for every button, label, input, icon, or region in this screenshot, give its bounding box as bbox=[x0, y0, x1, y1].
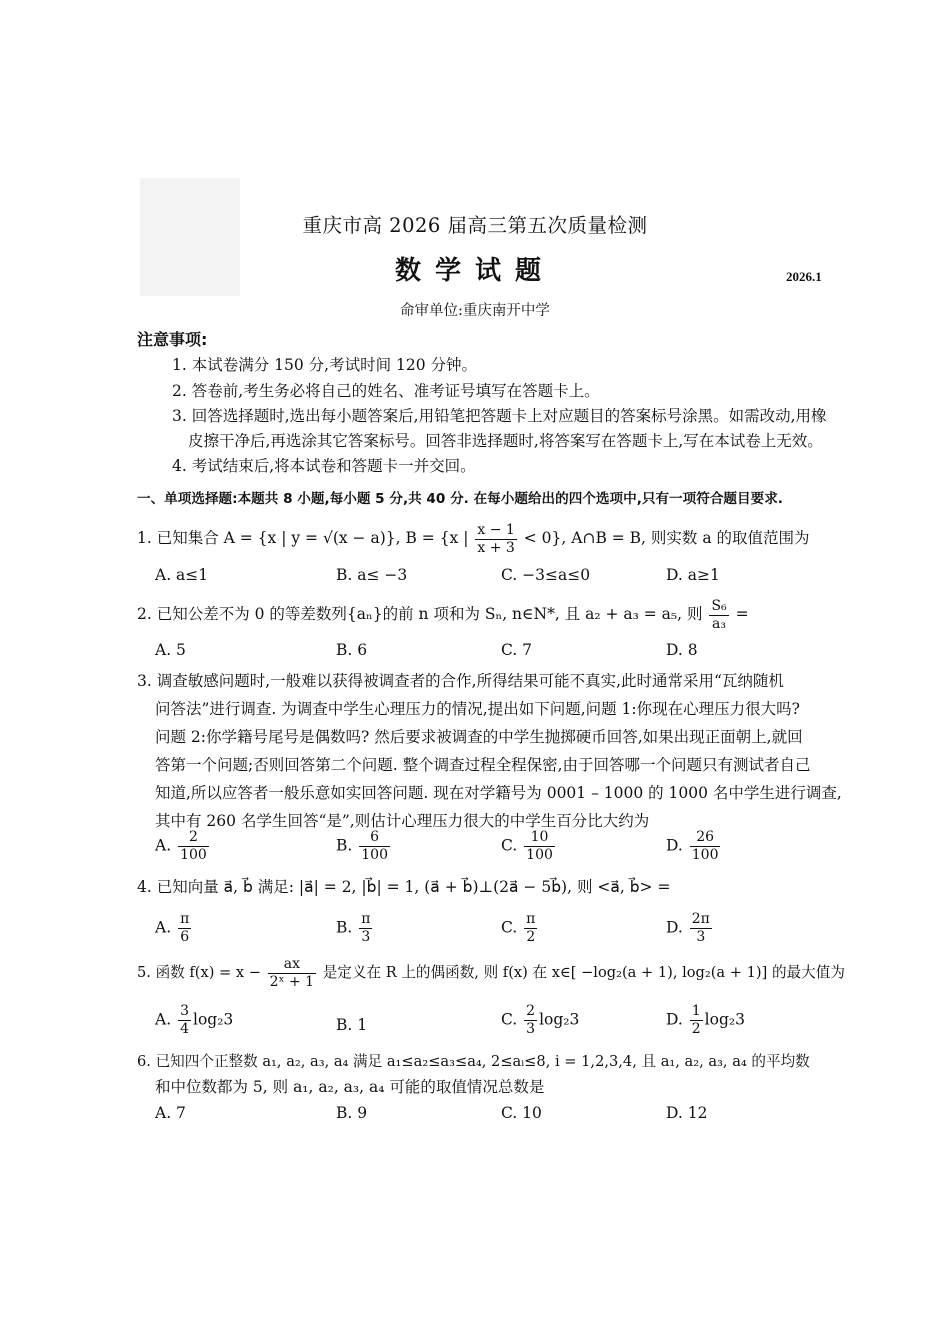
q3-option-c: C. $\frac{10}{100}$ bbox=[501, 829, 553, 863]
question-3-line: 其中有 260 名学生回答“是”,则估计心理压力很大的中学生百分比大约为 bbox=[155, 812, 650, 830]
q1-text-post: < 0}, A∩B = B, 则实数 a 的取值范围为 bbox=[523, 529, 810, 547]
q3-option-a: A. $\frac{2}{100}$ bbox=[155, 829, 207, 863]
q5-text-pre: 5. 函数 f(x) = x − bbox=[137, 964, 262, 981]
notice-item: 2. 答卷前,考生务必将自己的姓名、准考证号填写在答题卡上。 bbox=[172, 382, 600, 400]
q2-option-c: C. 7 bbox=[501, 641, 533, 659]
q1-frac-num: x − 1 bbox=[477, 521, 515, 538]
q1-option-a: A. a≤1 bbox=[155, 566, 209, 584]
q1-option-d: D. a≥1 bbox=[666, 566, 720, 584]
q5-option-c: C. $\frac{2}{3}$ log₂3 bbox=[501, 1003, 580, 1037]
q4-option-a: A. $\frac{\pi}{6}$ bbox=[155, 911, 190, 945]
question-3-line: 3. 调查敏感问题时,一般难以获得被调查者的合作,所得结果可能不真实,此时通常采用“瓦纳随机 bbox=[137, 672, 784, 690]
q5-text-post: 是定义在 R 上的偶函数, 则 f(x) 在 x∈[ −log₂(a + 1), log₂(a + 1)] 的最大值为 bbox=[322, 964, 845, 981]
subject-title: 数学试题 bbox=[394, 256, 555, 286]
notice-heading: 注意事项: bbox=[137, 330, 208, 349]
question-3-line: 知道,所以应答者一般乐意如实回答问题. 现在对学籍号为 0001 – 1000 的 1000 名中学生进行调查, bbox=[155, 784, 842, 802]
q3-option-d: D. $\frac{26}{100}$ bbox=[666, 829, 719, 863]
question-3-line: 答第一个问题;否则回答第二个问题. 整个调查过程全程保密,由于回答哪一个问题只有测试者自己 bbox=[155, 756, 811, 774]
q1-option-b: B. a≤ −3 bbox=[336, 566, 408, 584]
q6-option-a: A. 7 bbox=[155, 1104, 186, 1122]
q5-frac-num: ax bbox=[268, 956, 316, 974]
q5-option-b: B. 1 bbox=[336, 1016, 368, 1034]
q6-option-c: C. 10 bbox=[501, 1104, 542, 1122]
q2-frac-den: a₃ bbox=[712, 615, 727, 632]
question-5 bbox=[137, 955, 845, 991]
q3-option-b: B. $\frac{6}{100}$ bbox=[336, 829, 388, 863]
notice-item: 3. 回答选择题时,选出每小题答案后,用铅笔把答题卡上对应题目的答案标号涂黑。如需改动,用橡 bbox=[172, 407, 827, 425]
authoring-unit: 命审单位:重庆南开中学 bbox=[400, 303, 550, 319]
q5-fraction bbox=[268, 956, 316, 991]
question-6-line: 和中位数都为 5, 则 a₁, a₂, a₃, a₄ 可能的取值情况总数是 bbox=[155, 1078, 545, 1096]
q2-option-b: B. 6 bbox=[336, 641, 368, 659]
q2-option-a: A. 5 bbox=[155, 641, 186, 659]
q2-option-d: D. 8 bbox=[666, 641, 698, 659]
q1-fraction bbox=[475, 522, 516, 557]
q5-option-a: A. $\frac{3}{4}$ log₂3 bbox=[155, 1003, 234, 1037]
q4-option-b: B. $\frac{\pi}{3}$ bbox=[336, 911, 371, 945]
q2-fraction bbox=[709, 598, 728, 633]
q1-frac-den: x + 3 bbox=[477, 539, 515, 556]
question-3-line: 问答法”进行调查. 为调查中学生心理压力的情况,提出如下问题,问题 1:你现在心理压力很大吗? bbox=[155, 700, 800, 718]
q5-frac-den: 2ˣ + 1 bbox=[269, 973, 315, 990]
q6-option-d: D. 12 bbox=[666, 1104, 708, 1122]
q2-text-pre: 2. 已知公差不为 0 的等差数列{aₙ}的前 n 项和为 Sₙ, n∈N*, 且 a₂ + a₃ = a₅, 则 bbox=[137, 605, 703, 623]
question-2 bbox=[137, 596, 749, 633]
question-4: 4. 已知向量 a⃗, b⃗ 满足: |a⃗| = 2, |b⃗| = 1, (a⃗ + b⃗)⊥(2a⃗ − 5b⃗), 则 <a⃗, b⃗> = bbox=[137, 878, 671, 896]
notice-item: 4. 考试结束后,将本试卷和答题卡一并交回。 bbox=[172, 457, 476, 475]
question-6-line: 6. 已知四个正整数 a₁, a₂, a₃, a₄ 满足 a₁≤a₂≤a₃≤a₄, 2≤aᵢ≤8, i = 1,2,3,4, 且 a₁, a₂, a₃, a₄ 的平均数 bbox=[137, 1053, 810, 1070]
section-heading: 一、单项选择题:本题共 8 小题,每小题 5 分,共 40 分. 在每小题给出的四个选项中,只有一项符合题目要求. bbox=[137, 491, 783, 507]
exam-date: 2026.1 bbox=[786, 269, 822, 284]
q4-option-d: D. $\frac{2\pi}{3}$ bbox=[666, 911, 710, 945]
q6-option-b: B. 9 bbox=[336, 1104, 368, 1122]
question-3-line: 问题 2:你学籍号尾号是偶数吗? 然后要求被调查的中学生抛掷硬币回答,如果出现正面朝上,就回 bbox=[155, 728, 803, 746]
q4-option-c: C. $\frac{\pi}{2}$ bbox=[501, 911, 536, 945]
notice-item: 皮擦干净后,再选涂其它答案标号。回答非选择题时,将答案写在答题卡上,写在本试卷上无效。 bbox=[188, 432, 823, 450]
q5-option-d: D. $\frac{1}{2}$ log₂3 bbox=[666, 1003, 745, 1037]
exam-title: 重庆市高 2026 届高三第五次质量检测 bbox=[302, 214, 648, 237]
notice-item: 1. 本试卷满分 150 分,考试时间 120 分钟。 bbox=[172, 356, 478, 374]
q2-frac-num: S₆ bbox=[711, 597, 727, 614]
question-1 bbox=[137, 521, 810, 557]
q2-text-post: = bbox=[735, 605, 749, 623]
q1-option-c: C. −3≤a≤0 bbox=[501, 566, 591, 584]
q1-text-pre: 1. 已知集合 A = {x | y = √(x − a)}, B = {x | bbox=[137, 529, 469, 547]
